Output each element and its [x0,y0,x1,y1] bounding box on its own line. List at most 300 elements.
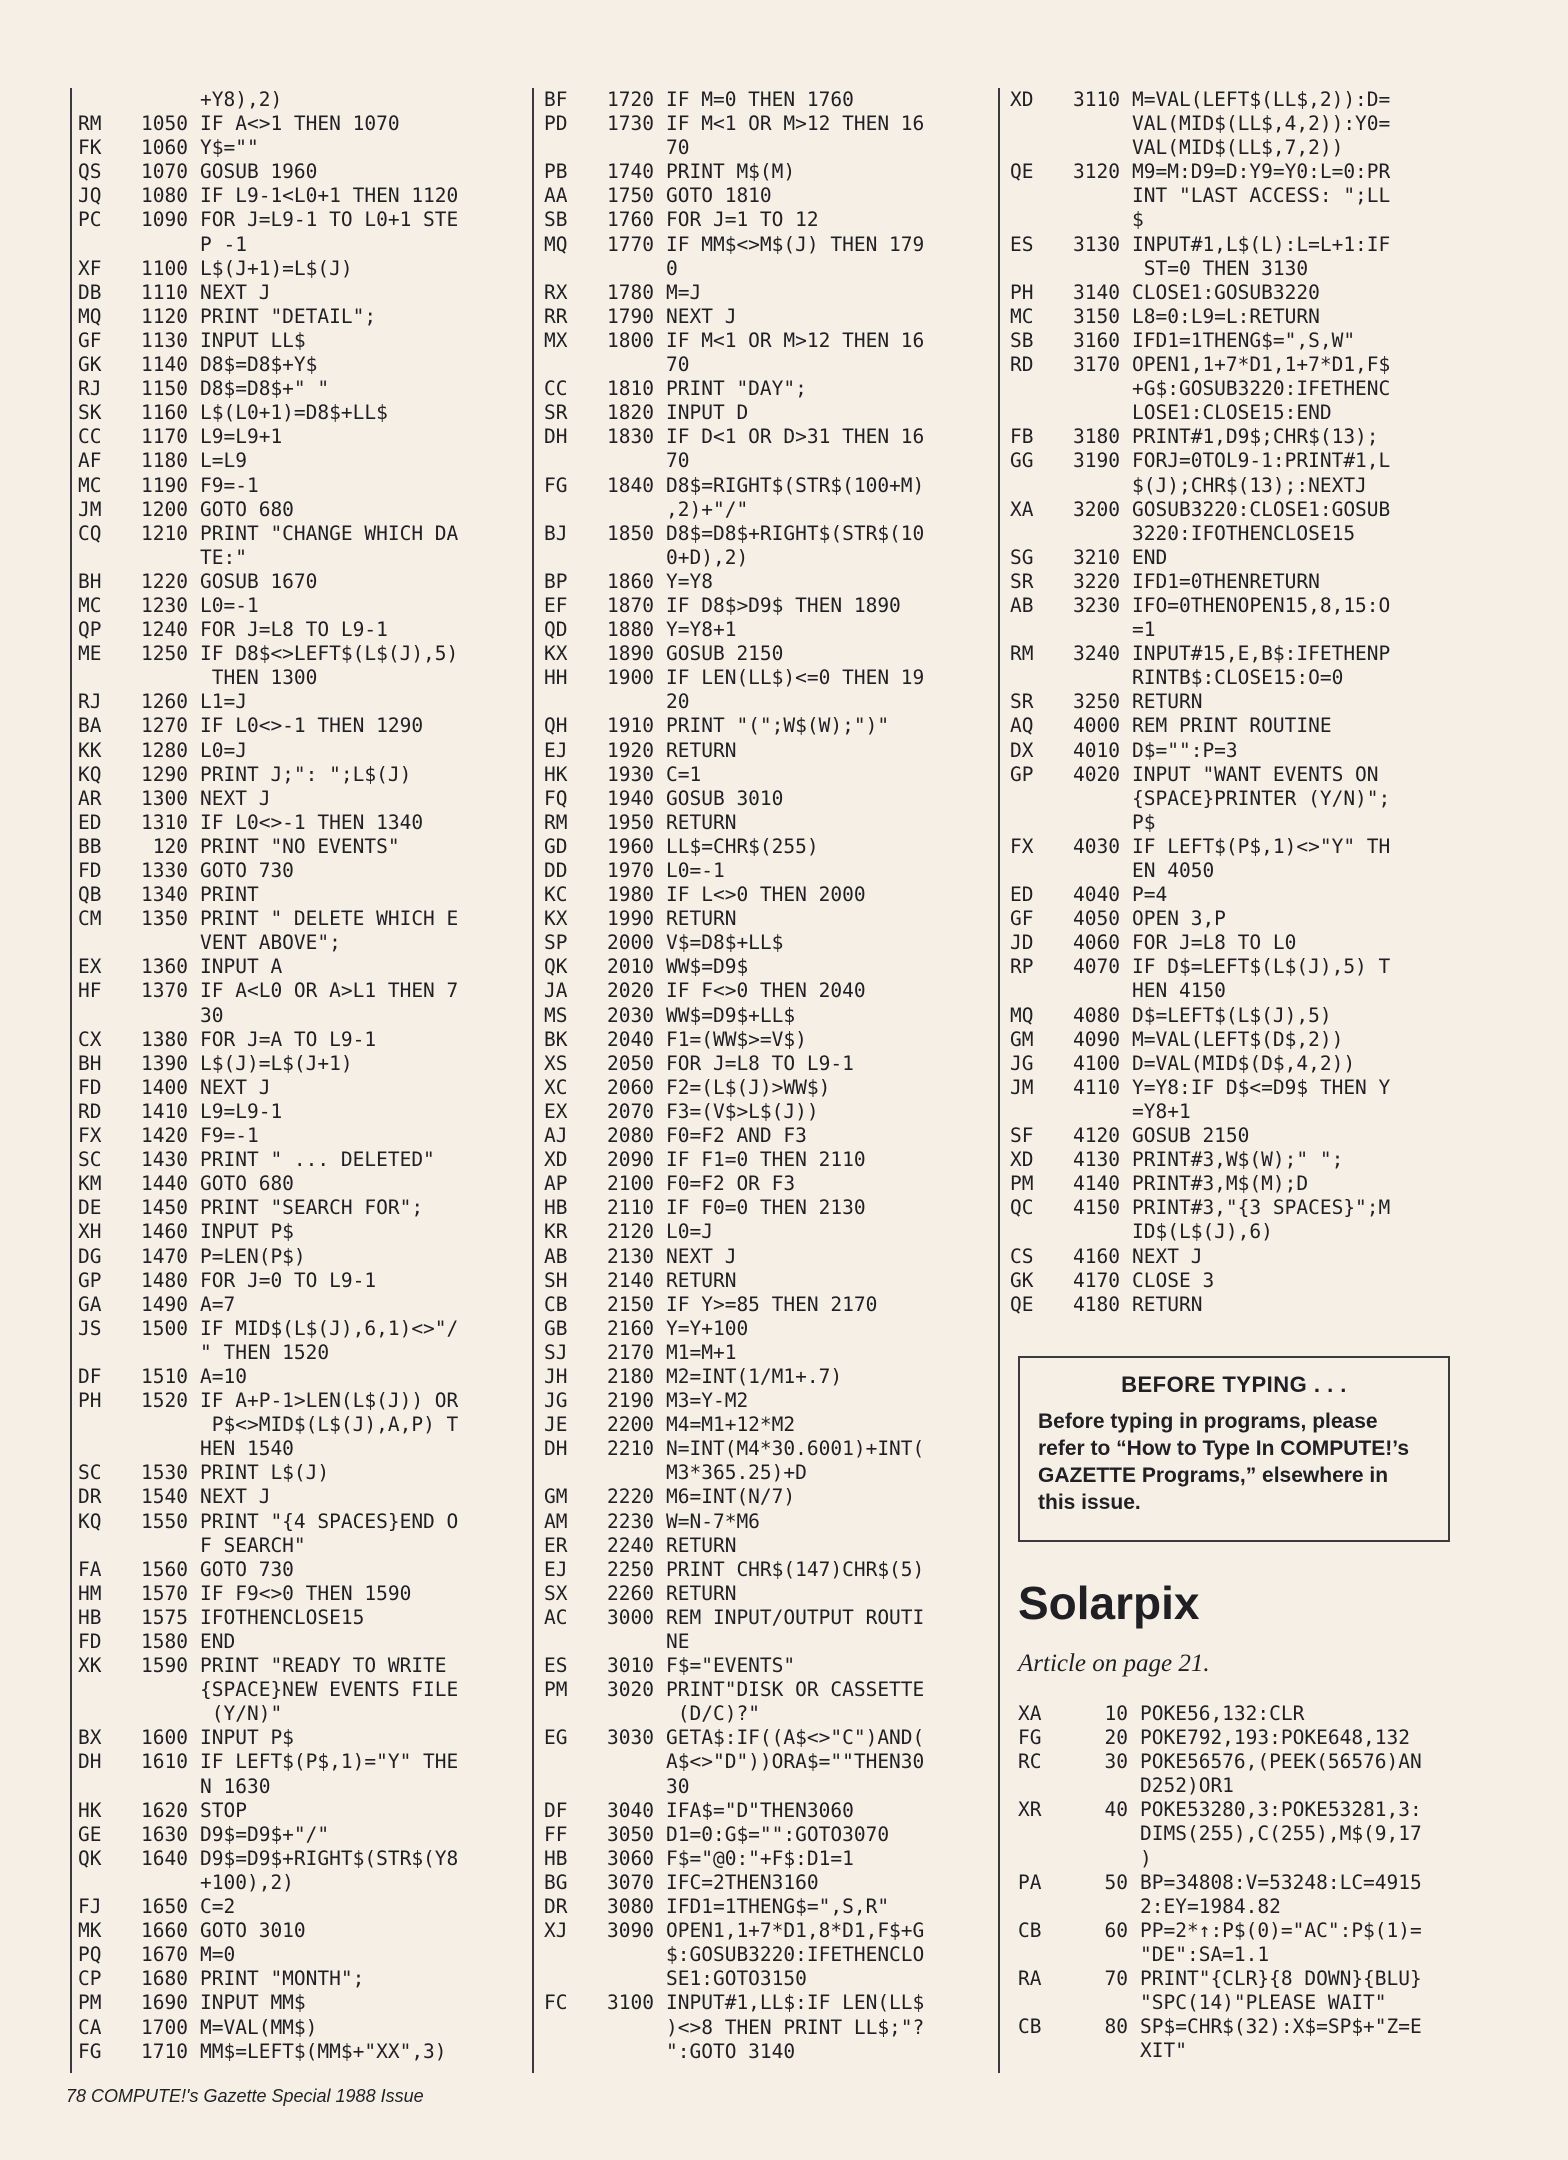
checksum-code [1010,787,1064,811]
checksum-code: FX [78,1124,102,1148]
statement: C=1 [666,762,702,786]
code-line [544,401,984,425]
line-number: 1720 [607,88,654,111]
checksum-code: GE [78,1822,102,1846]
line-number: 1680 [141,1967,188,1991]
statement: PRINT " ... DELETED" [200,1148,435,1172]
line-number: 1200 [141,497,188,521]
checksum-code [1018,1822,1072,1846]
code-line-continuation [544,1967,984,1991]
line-number: 1590 [141,1654,188,1678]
code-line [544,1365,984,1389]
statement: M4=M1+12*M2 [666,1413,796,1437]
line-number [132,666,188,690]
statement: GOSUB 2150 [666,642,784,666]
statement: IF L<>0 THEN 2000 [666,883,866,907]
checksum-code: JM [78,497,102,521]
statement: IF F1=0 THEN 2110 [666,1148,866,1172]
statement: D$=LEFT$(L$(J),5) [1132,1003,1332,1027]
code-line [78,570,518,594]
statement: PRINT [200,883,259,907]
statement: A=10 [200,1364,247,1388]
statement: L0=J [666,1220,713,1244]
line-number: 2010 [607,955,654,979]
code-line-continuation [544,1775,984,1799]
line-number [1072,2039,1128,2063]
line-number: 3220 [1073,569,1120,593]
statement: F1=(WW$>=V$) [666,1027,807,1051]
line-number: 2260 [607,1581,654,1605]
code-line [78,1510,518,1534]
code-line [544,1245,984,1269]
code-line [1010,88,1480,112]
code-line [78,907,518,931]
code-line [544,859,984,883]
checksum-code: PM [1010,1172,1034,1196]
line-number: 4120 [1073,1124,1120,1148]
statement: N 1630 [200,1774,271,1798]
line-number [1064,666,1120,690]
line-number: 2100 [607,1172,654,1196]
code-line-continuation [544,136,984,160]
checksum-code: ME [78,642,102,666]
statement: IF MM$<>M$(J) THEN 179 [666,232,925,256]
statement: GOTO 730 [200,1557,294,1581]
line-number: 1910 [607,714,654,738]
checksum-code: EJ [544,738,568,762]
code-line-continuation [1010,1100,1480,1124]
line-number: 1480 [141,1268,188,1292]
statement: IF LEFT$(P$,1)="Y" THE [200,1750,459,1774]
code-line [78,353,518,377]
line-number [1072,1822,1128,1846]
checksum-code: SH [544,1268,568,1292]
line-number [1064,401,1120,425]
code-line [544,1389,984,1413]
code-line [1010,714,1480,738]
line-number [132,1413,188,1437]
code-line [78,1606,518,1630]
checksum-code [544,498,598,522]
checksum-code [1018,1895,1072,1919]
checksum-code: GF [1010,907,1034,931]
code-line [78,1750,518,1774]
listing-column-1 [78,88,518,2064]
checksum-code: HH [544,666,568,690]
code-line [544,1196,984,1220]
line-number: 3180 [1073,425,1120,449]
statement: PRINT CHR$(147)CHR$(5) [666,1557,925,1581]
line-number: 1610 [141,1750,188,1774]
checksum-code [1010,1100,1064,1124]
checksum-code [544,449,598,473]
code-line [544,329,984,353]
code-line [544,1028,984,1052]
line-number: 2040 [607,1027,654,1051]
checksum-code: CB [1018,2015,1042,2039]
checksum-code: GP [1010,762,1034,786]
statement: PRINT "MONTH"; [200,1967,365,1991]
checksum-code: HB [78,1605,102,1629]
line-number: 1800 [607,328,654,352]
checksum-code: BH [78,569,102,593]
code-line [1018,1967,1478,1991]
line-number [1072,1774,1128,1798]
statement: D9$=D9$+RIGHT$(STR$(Y8 [200,1846,459,1870]
line-number: 3040 [607,1798,654,1822]
line-number [1064,1220,1120,1244]
checksum-code: QD [544,618,568,642]
statement: PP=2*↑:P$(0)="AC":P$(1)= [1140,1918,1422,1942]
checksum-code: AB [1010,593,1034,617]
code-line [78,2016,518,2040]
statement: F0=F2 OR F3 [666,1172,796,1196]
checksum-code: ES [1010,232,1034,256]
statement: 30 [200,1003,224,1027]
line-number: 1770 [607,232,654,256]
checksum-code: SP [544,931,568,955]
code-line [544,425,984,449]
statement: HEN 1540 [200,1437,294,1461]
checksum-code [1010,1220,1064,1244]
line-number: 1160 [141,401,188,425]
line-number: 1840 [607,473,654,497]
statement: D=VAL(MID$(D$,4,2)) [1132,1051,1356,1075]
line-number: 3120 [1073,160,1120,184]
checksum-code: RM [1010,642,1034,666]
code-line [78,1967,518,1991]
checksum-code: ES [544,1654,568,1678]
code-line [544,594,984,618]
statement: IF F<>0 THEN 2040 [666,979,866,1003]
code-line [78,1895,518,1919]
line-number: 1860 [607,569,654,593]
statement: PRINT"{CLR}{8 DOWN}{BLU} [1140,1967,1422,1991]
line-number: 1140 [141,353,188,377]
code-line-continuation [544,1702,984,1726]
checksum-code: AM [544,1509,568,1533]
statement: FOR J=L9-1 TO L0+1 STE [200,208,459,232]
checksum-code: GK [1010,1268,1034,1292]
before-typing-title: BEFORE TYPING . . . [1121,1372,1347,1397]
checksum-code: CC [78,425,102,449]
statement: IF M<1 OR M>12 THEN 16 [666,112,925,136]
code-line [1010,546,1480,570]
line-number: 3250 [1073,690,1120,714]
line-number: 1050 [141,112,188,136]
line-number [132,1871,188,1895]
code-line [78,883,518,907]
code-line [544,208,984,232]
statement: C=2 [200,1895,236,1919]
checksum-code: MC [78,473,102,497]
line-number: 2210 [607,1437,654,1461]
line-number: 2070 [607,1099,654,1123]
checksum-code: QH [544,714,568,738]
statement: M3=Y-M2 [666,1389,749,1413]
code-line [544,1317,984,1341]
line-number: 1550 [141,1509,188,1533]
code-line [78,160,518,184]
line-number: 4170 [1073,1268,1120,1292]
line-number: 1700 [141,2015,188,2039]
statement: M=J [666,280,702,304]
statement: 2:EY=1984.82 [1140,1894,1281,1918]
checksum-code: RC [1018,1750,1042,1774]
line-number: 3130 [1073,232,1120,256]
line-number: 2050 [607,1051,654,1075]
line-number [598,1461,654,1485]
statement: POKE792,193:POKE648,132 [1140,1726,1411,1750]
checksum-code: FD [78,1075,102,1099]
line-number: 1270 [141,714,188,738]
code-line [544,1847,984,1871]
checksum-code: XS [544,1051,568,1075]
code-line [78,714,518,738]
code-line-continuation [1010,401,1480,425]
statement: POKE56576,(PEEK(56576)AN [1140,1750,1422,1774]
line-number: 1290 [141,762,188,786]
statement: ,2)+"/" [666,497,749,521]
checksum-code: KR [544,1220,568,1244]
line-number: 4010 [1073,738,1120,762]
statement: =Y8+1 [1132,1099,1191,1123]
statement: {SPACE}PRINTER (Y/N)"; [1132,786,1391,810]
line-number: 1230 [141,593,188,617]
line-number: 4140 [1073,1172,1120,1196]
checksum-code: EX [78,955,102,979]
code-line [544,1558,984,1582]
code-line [78,859,518,883]
checksum-code: ER [544,1533,568,1557]
code-line-continuation [1018,1847,1478,1871]
statement: M9=M:D9=D:Y9=Y0:L=0:PR [1132,160,1391,184]
checksum-code [1010,377,1064,401]
line-number: 1760 [607,208,654,232]
code-line [1018,1919,1478,1943]
statement: M2=INT(1/M1+.7) [666,1364,843,1388]
code-line-continuation [544,2016,984,2040]
statement: GOTO 730 [200,859,294,882]
code-line [78,1823,518,1847]
statement: PRINT M$(M) [666,160,796,184]
line-number: 1560 [141,1557,188,1581]
checksum-code: FG [1018,1726,1042,1750]
statement: L=L9 [200,449,247,473]
line-number: 4000 [1073,714,1120,738]
line-number [132,931,188,955]
code-line [544,1871,984,1895]
checksum-code [544,690,598,714]
statement: IF F0=0 THEN 2130 [666,1196,866,1220]
line-number: 1380 [141,1027,188,1051]
code-line [544,1510,984,1534]
checksum-code: PM [78,1991,102,2015]
code-line-continuation [78,931,518,955]
statement: GOTO 680 [200,497,294,521]
line-number [132,1678,188,1702]
checksum-code [1010,136,1064,160]
statement: TE:" [200,545,247,569]
code-line [544,1052,984,1076]
line-number: 2120 [607,1220,654,1244]
statement: IFD1=1THENG$=",S,R" [666,1895,890,1919]
code-line-continuation [1018,2039,1478,2063]
code-line [1010,425,1480,449]
line-number: 3160 [1073,328,1120,352]
statement: L0=-1 [200,593,259,617]
checksum-code: PH [78,1389,102,1413]
code-line-continuation [78,1413,518,1437]
line-number: 3240 [1073,642,1120,666]
code-line [1010,570,1480,594]
line-number: 1870 [607,593,654,617]
checksum-code: QK [78,1846,102,1870]
code-line [78,1485,518,1509]
line-number [598,1750,654,1774]
statement: N=INT(M4*30.6001)+INT( [666,1437,925,1461]
checksum-code: RM [78,112,102,136]
code-line [78,305,518,329]
code-line [544,835,984,859]
code-line [544,883,984,907]
checksum-code [544,2040,598,2064]
statement: 0 [666,256,678,280]
line-number: 1890 [607,642,654,666]
statement: GOSUB 2150 [1132,1124,1250,1148]
line-number: 1360 [141,955,188,979]
code-line-continuation [1010,811,1480,835]
line-number: 1660 [141,1919,188,1943]
statement: PRINT"DISK OR CASSETTE [666,1678,925,1702]
code-line [1018,1726,1478,1750]
statement: FOR J=L8 TO L0 [1132,931,1297,955]
code-line [78,1799,518,1823]
checksum-code: BF [544,88,568,111]
column-rule [998,88,1000,2073]
checksum-code: MC [1010,304,1034,328]
line-number: 70 [1104,1967,1128,1991]
code-line [544,522,984,546]
code-line-continuation [544,1461,984,1485]
checksum-code: KM [78,1172,102,1196]
statement: L1=J [200,690,247,714]
checksum-code: FD [78,1630,102,1653]
statement: D8$=D8$+Y$ [200,353,318,377]
statement: ":GOTO 3140 [666,2039,796,2063]
code-line [78,1076,518,1100]
code-line [1010,907,1480,931]
article-heading: Solarpix [1018,1577,1200,1629]
statement: $:GOSUB3220:IFETHENCLO [666,1943,925,1967]
code-line-continuation [1010,618,1480,642]
code-line [544,907,984,931]
statement: IF L0<>-1 THEN 1340 [200,810,424,834]
code-line [1018,1750,1478,1774]
checksum-code: XK [78,1654,102,1678]
line-number: 1950 [607,810,654,834]
code-line [544,1100,984,1124]
code-line [1010,1172,1480,1196]
line-number [598,546,654,570]
statement: WW$=D9$ [666,955,749,979]
checksum-code: CX [78,1027,102,1051]
code-line [78,1991,518,2015]
line-number: 1570 [141,1581,188,1605]
line-number: 1090 [141,208,188,232]
checksum-code [1010,208,1064,232]
statement: LOSE1:CLOSE15:END [1132,401,1332,425]
line-number: 40 [1104,1798,1128,1822]
code-line [78,618,518,642]
line-number [1064,257,1120,281]
code-line [78,1919,518,1943]
statement: 3220:IFOTHENCLOSE15 [1132,521,1356,545]
statement: L9=L9+1 [200,425,283,449]
code-line [78,2040,518,2064]
line-number: 1190 [141,473,188,497]
line-number: 1640 [141,1846,188,1870]
code-line [78,1461,518,1485]
page-footer: 78 COMPUTE!'s Gazette Special 1988 Issue [66,2086,424,2106]
checksum-code: AB [544,1244,568,1268]
code-line-continuation [544,1943,984,1967]
line-number: 1430 [141,1148,188,1172]
statement: END [1132,545,1168,569]
statement: FORJ=0TOL9-1:PRINT#1,L [1132,449,1391,473]
checksum-code: HB [544,1196,568,1220]
code-line [78,979,518,1003]
line-number: 1980 [607,883,654,907]
checksum-code: QS [78,160,102,184]
checksum-code: FG [544,473,568,497]
statement: D9$=D9$+"/" [200,1822,330,1846]
statement: L$(L0+1)=D8$+LL$ [200,401,388,425]
checksum-code: CC [544,377,568,401]
statement: A=7 [200,1292,236,1316]
statement: L$(J)=L$(J+1) [200,1051,353,1075]
code-line [78,1558,518,1582]
statement: GOSUB 3010 [666,786,784,810]
checksum-code: KQ [78,762,102,786]
code-line [78,763,518,787]
code-line [1010,835,1480,859]
statement: NEXT J [200,1075,271,1099]
statement: PRINT "READY TO WRITE [200,1654,447,1678]
checksum-code [544,1943,598,1967]
line-number: 4150 [1073,1196,1120,1220]
line-number [598,257,654,281]
checksum-code [78,1702,132,1726]
line-number: 3190 [1073,449,1120,473]
line-number: 2170 [607,1340,654,1364]
code-line-continuation [544,1630,984,1654]
code-line-continuation [544,1750,984,1774]
code-line [544,1919,984,1943]
code-line [544,1220,984,1244]
line-number [598,2040,654,2064]
statement: IFA$="D"THEN3060 [666,1798,854,1822]
line-number [598,1967,654,1991]
checksum-code: DE [78,1196,102,1220]
checksum-code: PH [1010,280,1034,304]
statement: INPUT LL$ [200,328,306,352]
statement: SP$=CHR$(32):X$=SP$+"Z=E [1140,2015,1422,2039]
line-number [132,1004,188,1028]
line-number: 1970 [607,859,654,882]
line-number: 1240 [141,618,188,642]
code-line [544,184,984,208]
